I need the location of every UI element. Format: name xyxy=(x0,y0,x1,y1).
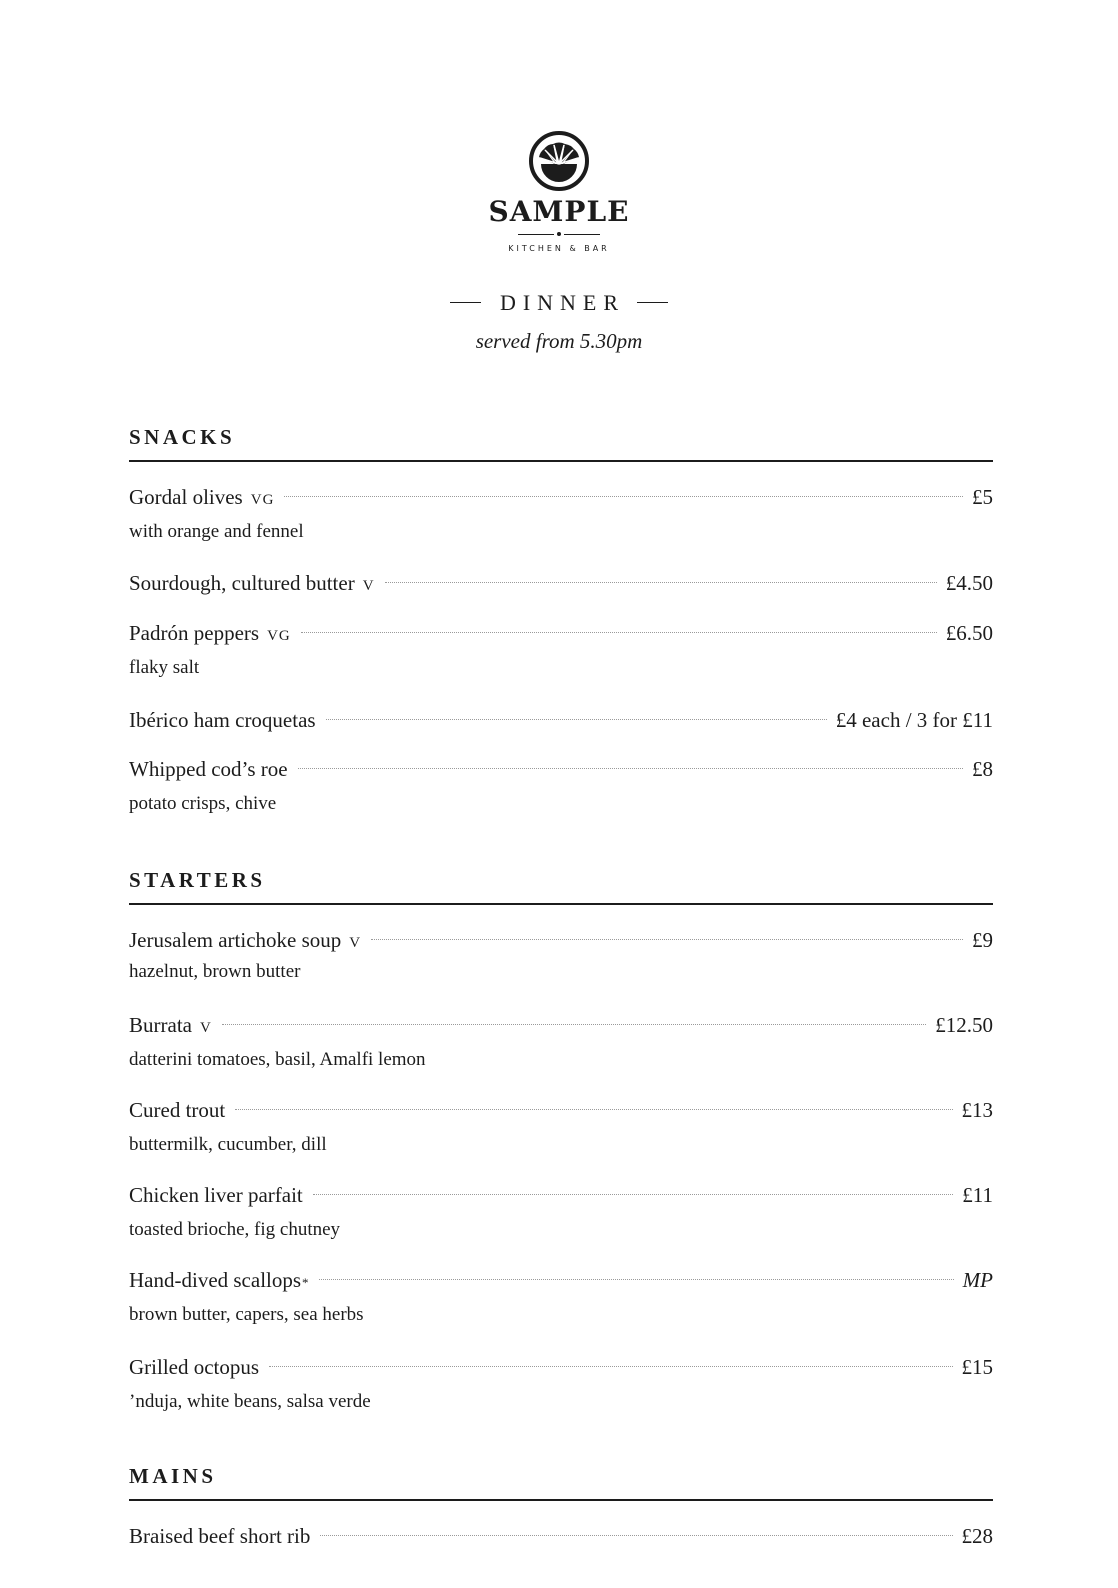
item-name: Padrón peppers xyxy=(129,621,260,645)
item-name: Ibérico ham croquetas xyxy=(129,708,316,732)
menu-title-text: DINNER xyxy=(499,290,626,315)
section-mains xyxy=(129,1463,993,1548)
item-name: Whipped cod’s roe xyxy=(129,757,288,781)
section-rule xyxy=(129,460,993,462)
section-title: SNACKS xyxy=(129,425,236,449)
diet-badge: V xyxy=(349,935,362,951)
brand-subtitle: KITCHEN & BAR xyxy=(508,244,610,253)
dot-leader xyxy=(235,1109,952,1110)
menu-item xyxy=(129,755,993,816)
item-price: £4.50 xyxy=(945,571,993,595)
diet-badge: V xyxy=(362,578,375,594)
item-description: datterini tomatoes, basil, Amalfi lemon xyxy=(129,1049,426,1070)
menu-item xyxy=(129,619,993,680)
item-price: £9 xyxy=(972,928,993,952)
dot-leader xyxy=(326,719,827,720)
diet-badge: VG xyxy=(250,492,275,508)
item-name: Sourdough, cultured butter xyxy=(129,571,355,595)
dot-leader xyxy=(222,1024,926,1025)
item-description: buttermilk, cucumber, dill xyxy=(129,1134,327,1155)
item-name: Cured trout xyxy=(129,1098,226,1122)
menu-item xyxy=(129,1522,993,1550)
section-starters xyxy=(129,867,993,1412)
item-description: with orange and fennel xyxy=(129,521,304,542)
item-name: Hand-dived scallops xyxy=(129,1268,302,1292)
menu-item xyxy=(129,1181,993,1242)
brand-name: SAMPLE xyxy=(488,195,630,228)
item-name: Chicken liver parfait xyxy=(129,1183,303,1207)
item-name: Braised beef short rib xyxy=(129,1524,311,1548)
dot-leader xyxy=(284,496,963,497)
section-title: STARTERS xyxy=(129,868,266,892)
dot-leader xyxy=(313,1194,954,1195)
shell-fan-icon xyxy=(528,130,590,192)
item-price: £28 xyxy=(961,1524,993,1548)
section-rule xyxy=(129,1499,993,1501)
item-description: potato crisps, chive xyxy=(129,793,277,814)
diet-badge: V xyxy=(199,1020,212,1036)
dot-leader xyxy=(301,632,937,633)
item-price: £6.50 xyxy=(945,621,993,645)
menu-item xyxy=(129,1011,993,1072)
menu-item xyxy=(129,706,993,734)
item-price: £8 xyxy=(972,757,993,781)
item-description: brown butter, capers, sea herbs xyxy=(129,1304,364,1325)
item-price: £5 xyxy=(972,485,993,509)
menu-item xyxy=(129,1353,993,1414)
served-time: served from 5.30pm xyxy=(475,329,643,353)
brand-divider xyxy=(518,231,600,239)
section-snacks xyxy=(129,424,993,814)
menu-item xyxy=(129,569,993,597)
asterisk-mark: * xyxy=(302,1275,309,1290)
dot-leader xyxy=(385,582,937,583)
section-rule xyxy=(129,903,993,905)
title-dash-left xyxy=(450,302,481,303)
item-price: £12.50 xyxy=(935,1013,993,1037)
item-price: £11 xyxy=(962,1183,993,1207)
item-name: Jerusalem artichoke soup xyxy=(129,928,342,952)
item-name: Gordal olives xyxy=(129,485,243,509)
diet-badge: VG xyxy=(267,628,291,644)
menu-item xyxy=(129,1096,993,1157)
item-price: £4 each / 3 for £11 xyxy=(835,708,993,732)
item-name: Grilled octopus xyxy=(129,1355,260,1379)
menu-item xyxy=(129,926,993,984)
menu-title xyxy=(0,289,1118,317)
item-price: £13 xyxy=(961,1098,993,1122)
dot-leader xyxy=(371,939,963,940)
menu-item xyxy=(129,483,993,544)
item-price: £15 xyxy=(961,1355,993,1379)
menu-item xyxy=(129,1266,993,1327)
item-name: Burrata xyxy=(129,1013,192,1037)
dot-leader xyxy=(298,768,963,769)
item-price: MP xyxy=(962,1268,993,1292)
item-description: flaky salt xyxy=(129,657,200,678)
brand-logo xyxy=(0,130,1118,253)
item-description: toasted brioche, fig chutney xyxy=(129,1219,341,1240)
item-description: ’nduja, white beans, salsa verde xyxy=(129,1391,371,1412)
dot-leader xyxy=(320,1535,952,1536)
title-dash-right xyxy=(637,302,668,303)
item-description: hazelnut, brown butter xyxy=(129,961,301,982)
dot-leader xyxy=(319,1279,954,1280)
section-title: MAINS xyxy=(129,1464,217,1488)
dot-leader xyxy=(269,1366,952,1367)
